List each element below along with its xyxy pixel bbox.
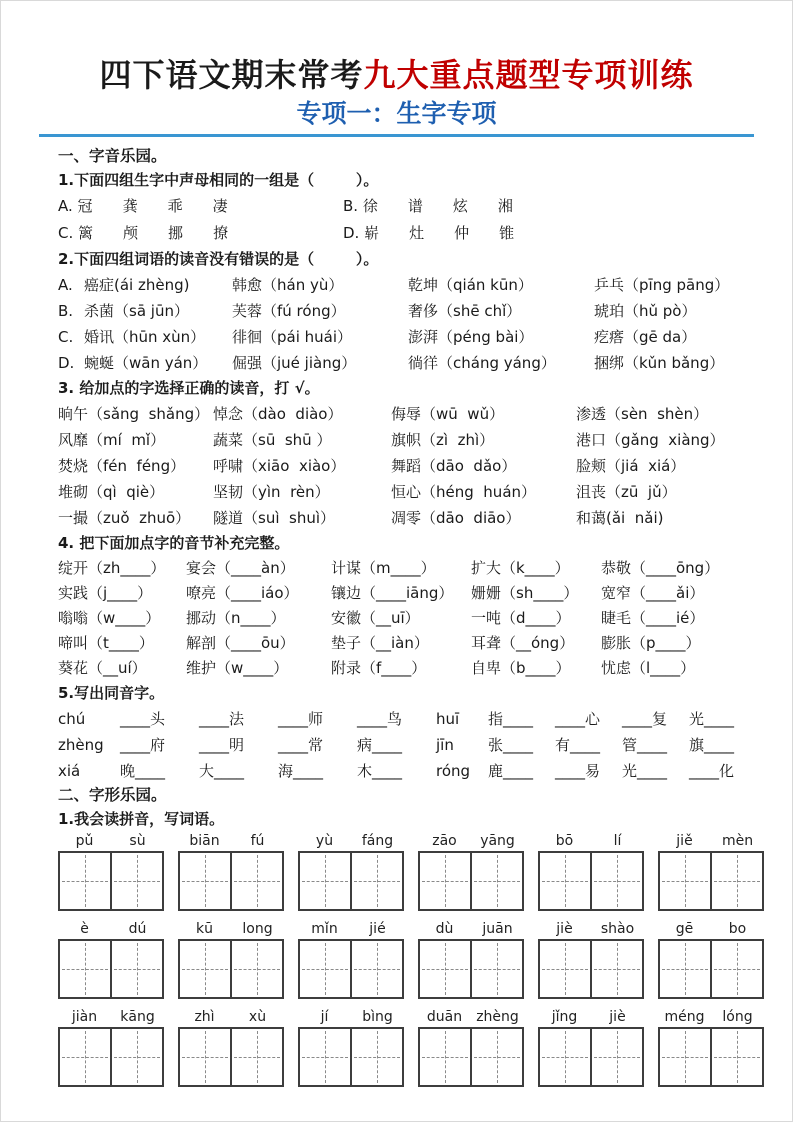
q2-row <box>58 324 742 350</box>
homophone-blank: ____复 <box>622 710 668 729</box>
word-with-pinyin: 杀菌（sā jūn） <box>84 302 189 321</box>
q1-options <box>58 193 742 247</box>
title-black-part: 四下语文期末常考 <box>99 56 364 94</box>
writing-cell <box>470 1029 522 1085</box>
writing-cell <box>230 1029 282 1085</box>
word-with-pinyin: 婚讯（hūn xùn） <box>84 328 206 347</box>
q3-row <box>58 401 742 427</box>
pinyin-pair <box>658 920 764 939</box>
word-with-blank-pinyin: 宽窄（____ǎi） <box>601 584 705 603</box>
pinyin-syllable: fú <box>250 833 265 850</box>
word-with-blank-pinyin: 忧虑（l____） <box>601 659 696 678</box>
word-with-pinyin: 疙瘩（gē da） <box>594 328 697 347</box>
pinyin-pair <box>538 920 644 939</box>
word-block <box>178 832 284 911</box>
word-with-pinyin-choice: 堆砌（qì qiè） <box>58 483 165 502</box>
word-block <box>418 920 524 999</box>
word-with-pinyin-choice: 旗帜（zì zhì） <box>391 431 495 450</box>
word-with-pinyin-choice: 一撮（zuǒ zhuō） <box>58 509 191 528</box>
pinyin-syllable: zhì <box>194 1009 215 1026</box>
pinyin-syllable: long <box>242 921 273 938</box>
homophone-blank: 晚____ <box>120 762 166 781</box>
word-block <box>178 1008 284 1087</box>
writing-cell <box>540 941 590 997</box>
pinyin-pair <box>178 832 284 851</box>
word-with-pinyin-choice: 侮辱（wū wǔ） <box>391 405 505 424</box>
writing-cell <box>230 941 282 997</box>
q4-row <box>58 581 742 606</box>
writing-boxes <box>298 851 404 911</box>
homophone-blank: ____易 <box>555 762 601 781</box>
writing-cell <box>660 853 710 909</box>
word-block <box>178 920 284 999</box>
word-with-blank-pinyin: 计谋（m____） <box>331 559 436 578</box>
q2-row <box>58 272 742 298</box>
word-with-pinyin-choice: 和蔼(ǎi nǎi) <box>576 509 664 528</box>
pinyin-syllable: jiě <box>676 833 693 850</box>
pinyin-syllable: duān <box>426 1009 463 1026</box>
homophone-blank: 有____ <box>555 736 601 755</box>
word-with-pinyin: 徘徊（pái huái） <box>232 328 353 347</box>
pinyin-syllable: zhèng <box>476 1009 519 1026</box>
homophone-blank: ____明 <box>199 736 245 755</box>
word-with-pinyin-choice: 恒心（héng huán） <box>391 483 537 502</box>
writing-boxes <box>418 1027 524 1087</box>
homophone-blank: ____鸟 <box>357 710 403 729</box>
pinyin-pair <box>58 832 164 851</box>
homophone-blank: ____府 <box>120 736 166 755</box>
q1-option <box>343 220 742 247</box>
option-label: D. <box>343 224 365 243</box>
q1-option <box>58 193 343 220</box>
word-with-pinyin: 芙蓉（fú róng） <box>232 302 346 321</box>
pinyin-syllable: bo <box>728 921 747 938</box>
word-block <box>298 1008 404 1087</box>
pinyin-pair <box>58 920 164 939</box>
q4-prompt: 4. 把下面加点字的音节补充完整。 <box>58 534 290 553</box>
writing-cell <box>590 941 642 997</box>
word-block <box>58 1008 164 1087</box>
word-with-blank-pinyin: 啼叫（t____） <box>58 634 154 653</box>
word-with-pinyin: 琥珀（hǔ pò） <box>594 302 697 321</box>
word-with-pinyin: 乾坤（qián kūn） <box>408 276 533 295</box>
writing-cell <box>60 1029 110 1085</box>
writing-cell <box>710 1029 762 1085</box>
writing-cell <box>420 853 470 909</box>
writing-cell <box>710 853 762 909</box>
word-with-blank-pinyin: 睫毛（____ié） <box>601 609 705 628</box>
pinyin-pair <box>178 920 284 939</box>
word-with-pinyin-choice: 脸颊（jiá xiá） <box>576 457 686 476</box>
writing-boxes <box>418 851 524 911</box>
word-with-blank-pinyin: 附录（f____） <box>331 659 427 678</box>
word-with-blank-pinyin: 宴会（____àn） <box>186 559 295 578</box>
q5-homophone-rows <box>58 706 742 784</box>
pinyin-label: chú <box>58 710 86 729</box>
writing-cell <box>230 853 282 909</box>
pinyin-syllable: è <box>80 921 89 938</box>
divider-line <box>39 134 754 137</box>
pinyin-label: jīn <box>436 736 454 755</box>
pinyin-syllable: dú <box>128 921 147 938</box>
word-with-blank-pinyin: 实践（j____） <box>58 584 153 603</box>
pinyin-syllable: zāo <box>432 833 457 850</box>
word-with-blank-pinyin: 解剖（____ōu） <box>186 634 295 653</box>
pinyin-syllable: mèn <box>721 833 754 850</box>
writing-cell <box>540 853 590 909</box>
writing-cell <box>110 1029 162 1085</box>
pinyin-syllable: bō <box>555 833 574 850</box>
pinyin-syllable: jié <box>369 921 386 938</box>
word-with-blank-pinyin: 一吨（d____） <box>471 609 571 628</box>
option-char: 崭 <box>364 224 380 243</box>
grid-row <box>58 1008 753 1087</box>
writing-cell <box>110 941 162 997</box>
writing-boxes <box>298 1027 404 1087</box>
option-label: C. <box>58 224 79 243</box>
word-block <box>658 1008 764 1087</box>
writing-cell <box>300 941 350 997</box>
word-block <box>658 832 764 911</box>
writing-cell <box>590 853 642 909</box>
pinyin-label: róng <box>436 762 471 781</box>
pinyin-syllable: shào <box>600 921 635 938</box>
pinyin-syllable: biān <box>189 833 220 850</box>
pinyin-syllable: sù <box>129 833 146 850</box>
writing-cell <box>350 941 402 997</box>
writing-cell <box>660 1029 710 1085</box>
writing-boxes <box>538 939 644 999</box>
word-block <box>658 920 764 999</box>
word-with-pinyin-choice: 呼啸（xiāo xiào） <box>213 457 346 476</box>
pinyin-syllable: bìng <box>362 1009 393 1026</box>
homophone-blank: 木____ <box>357 762 403 781</box>
word-with-pinyin-choice: 风靡（mí mǐ） <box>58 431 166 450</box>
option-label: A. <box>58 276 73 295</box>
writing-boxes <box>658 939 764 999</box>
pinyin-syllable: jí <box>320 1009 329 1026</box>
pinyin-syllable: méng <box>664 1009 705 1026</box>
word-with-blank-pinyin: 安徽（__uī） <box>331 609 420 628</box>
writing-boxes <box>538 1027 644 1087</box>
homophone-blank: 鹿____ <box>488 762 534 781</box>
word-with-pinyin: 癌症(ái zhèng) <box>84 276 190 295</box>
writing-cell <box>660 941 710 997</box>
pinyin-syllable: juān <box>482 921 513 938</box>
word-block <box>298 832 404 911</box>
writing-boxes <box>178 851 284 911</box>
q4-row <box>58 656 742 681</box>
pinyin-writing-grids <box>58 832 754 1087</box>
option-char: 凄 <box>212 197 228 216</box>
option-char: 谱 <box>407 197 423 216</box>
pinyin-pair <box>418 920 524 939</box>
pinyin-syllable: pǔ <box>75 833 94 850</box>
word-with-pinyin: 澎湃（péng bài） <box>408 328 534 347</box>
word-with-blank-pinyin: 葵花（__uí） <box>58 659 147 678</box>
writing-cell <box>60 853 110 909</box>
writing-cell <box>60 941 110 997</box>
q4-word-rows <box>58 556 742 681</box>
q1-option <box>58 220 343 247</box>
word-with-blank-pinyin: 膨胀（p____） <box>601 634 701 653</box>
word-with-blank-pinyin: 挪动（n____） <box>186 609 286 628</box>
writing-boxes <box>178 1027 284 1087</box>
word-block <box>418 832 524 911</box>
writing-boxes <box>298 939 404 999</box>
writing-cell <box>350 853 402 909</box>
option-char: 挪 <box>168 224 184 243</box>
homophone-blank: 指____ <box>488 710 534 729</box>
word-with-blank-pinyin: 嘹亮（____iáo） <box>186 584 299 603</box>
word-with-blank-pinyin: 扩大（k____） <box>471 559 570 578</box>
q2-row <box>58 350 742 376</box>
q3-row <box>58 505 742 531</box>
writing-boxes <box>658 851 764 911</box>
option-label: C. <box>58 328 74 347</box>
word-with-blank-pinyin: 姗姗（sh____） <box>471 584 579 603</box>
word-block <box>538 920 644 999</box>
word-with-pinyin-choice: 凋零（dāo diāo） <box>391 509 521 528</box>
option-label: A. <box>58 197 78 216</box>
word-with-pinyin-choice: 隧道（suì shuì） <box>213 509 336 528</box>
grid-row <box>58 832 754 911</box>
option-char: 锥 <box>499 224 515 243</box>
word-block <box>58 832 164 911</box>
word-with-blank-pinyin: 绽开（zh____） <box>58 559 166 578</box>
q5-row <box>58 732 742 758</box>
q4-row <box>58 556 742 581</box>
word-with-blank-pinyin: 垫子（__iàn） <box>331 634 429 653</box>
q5-row <box>58 758 742 784</box>
pinyin-syllable: xù <box>248 1009 267 1026</box>
option-label: B. <box>343 197 363 216</box>
word-with-pinyin: 韩愈（hán yù） <box>232 276 344 295</box>
word-with-pinyin-choice: 港口（gǎng xiàng） <box>576 431 725 450</box>
writing-cell <box>180 941 230 997</box>
pinyin-syllable: mǐn <box>311 921 338 938</box>
word-with-pinyin-choice: 沮丧（zū jǔ） <box>576 483 677 502</box>
word-with-blank-pinyin: 自卑（b____） <box>471 659 571 678</box>
pinyin-pair <box>538 1008 644 1027</box>
word-with-pinyin: 奢侈（shē chǐ） <box>408 302 522 321</box>
writing-cell <box>470 941 522 997</box>
word-with-pinyin: 徜徉（cháng yáng） <box>408 354 556 373</box>
writing-cell <box>420 1029 470 1085</box>
option-label: D. <box>58 354 75 373</box>
word-block <box>58 920 164 999</box>
homophone-blank: ____化 <box>689 762 735 781</box>
homophone-blank: 管____ <box>622 736 668 755</box>
writing-cell <box>300 1029 350 1085</box>
pinyin-pair <box>418 832 524 851</box>
pinyin-syllable: jiè <box>556 921 573 938</box>
pinyin-pair <box>58 1008 164 1027</box>
pinyin-label: xiá <box>58 762 81 781</box>
pinyin-pair <box>298 1008 404 1027</box>
writing-boxes <box>58 1027 164 1087</box>
q2-option-rows <box>58 272 742 376</box>
homophone-blank: ____师 <box>278 710 324 729</box>
q5-row <box>58 706 742 732</box>
word-block <box>538 1008 644 1087</box>
homophone-blank: 旗____ <box>689 736 735 755</box>
writing-cell <box>590 1029 642 1085</box>
q3-row <box>58 453 742 479</box>
word-with-pinyin: 倔强（jué jiàng） <box>232 354 357 373</box>
section2-heading: 二、字形乐园。 <box>58 786 167 805</box>
writing-boxes <box>658 1027 764 1087</box>
option-char: 颅 <box>123 224 139 243</box>
pinyin-syllable: jǐng <box>551 1009 578 1026</box>
pinyin-syllable: jiàn <box>71 1009 98 1026</box>
homophone-blank: 大____ <box>199 762 245 781</box>
homophone-blank: 光____ <box>689 710 735 729</box>
option-char: 徐 <box>362 197 378 216</box>
writing-boxes <box>538 851 644 911</box>
word-block <box>418 1008 524 1087</box>
word-with-pinyin-choice: 舞蹈（dāo dǎo） <box>391 457 517 476</box>
q4-row <box>58 606 742 631</box>
pinyin-pair <box>658 832 764 851</box>
section1-heading: 一、字音乐园。 <box>58 147 167 166</box>
word-with-pinyin: 乒乓（pīng pāng） <box>594 276 730 295</box>
word-with-pinyin-choice: 蔬菜（sū shū ） <box>213 431 332 450</box>
pinyin-pair <box>658 1008 764 1027</box>
word-block <box>298 920 404 999</box>
homophone-blank: ____头 <box>120 710 166 729</box>
pinyin-syllable: yāng <box>480 833 515 850</box>
pinyin-syllable: gē <box>675 921 694 938</box>
pinyin-label: huī <box>436 710 460 729</box>
option-char: 炫 <box>452 197 468 216</box>
writing-cell <box>420 941 470 997</box>
word-block <box>538 832 644 911</box>
q4-row <box>58 631 742 656</box>
option-char: 篱 <box>78 224 94 243</box>
homophone-blank: 病____ <box>357 736 403 755</box>
option-char: 龚 <box>122 197 138 216</box>
writing-cell <box>180 853 230 909</box>
homophone-blank: 海____ <box>278 762 324 781</box>
word-with-pinyin-choice: 渗透（sèn shèn） <box>576 405 709 424</box>
writing-cell <box>350 1029 402 1085</box>
word-with-pinyin: 捆绑（kǔn bǎng） <box>594 354 725 373</box>
pinyin-syllable: yù <box>315 833 334 850</box>
q3-row <box>58 427 742 453</box>
pinyin-label: zhèng <box>58 736 104 755</box>
pinyin-syllable: kāng <box>120 1009 155 1026</box>
q3-row <box>58 479 742 505</box>
writing-boxes <box>178 939 284 999</box>
title-red-part: 九大重点题型专项训练 <box>363 56 694 94</box>
pinyin-pair <box>538 832 644 851</box>
writing-boxes <box>418 939 524 999</box>
q3-prompt: 3. 给加点的字选择正确的读音，打 √。 <box>58 379 320 398</box>
homophone-blank: ____法 <box>199 710 245 729</box>
section-subtitle: 专项一：生字专项 <box>296 98 497 128</box>
q1-prompt: 1.下面四组生字中声母相同的一组是（ ）。 <box>58 171 379 190</box>
pinyin-pair <box>298 832 404 851</box>
word-with-blank-pinyin: 镶边（____iāng） <box>331 584 454 603</box>
option-label: B. <box>58 302 74 321</box>
option-char: 冠 <box>77 197 93 216</box>
homophone-blank: 张____ <box>488 736 534 755</box>
word-with-blank-pinyin: 维护（w____） <box>186 659 289 678</box>
q1-option <box>343 193 742 220</box>
page-title <box>1 57 792 94</box>
section2-q1-prompt: 1.我会读拼音，写词语。 <box>58 810 225 829</box>
pinyin-syllable: lóng <box>722 1009 753 1026</box>
writing-cell <box>110 853 162 909</box>
word-with-pinyin-choice: 坚韧（yìn rèn） <box>213 483 330 502</box>
word-with-pinyin-choice: 焚烧（fén féng） <box>58 457 186 476</box>
q3-word-rows <box>58 401 742 531</box>
q2-prompt: 2.下面四组词语的读音没有错误的是（ ）。 <box>58 250 379 269</box>
writing-cell <box>710 941 762 997</box>
writing-cell <box>300 853 350 909</box>
q5-prompt: 5.写出同音字。 <box>58 684 165 703</box>
homophone-blank: ____常 <box>278 736 324 755</box>
word-with-blank-pinyin: 嗡嗡（w____） <box>58 609 161 628</box>
writing-boxes <box>58 851 164 911</box>
word-with-pinyin-choice: 悼念（dào diào） <box>213 405 343 424</box>
grid-row <box>58 920 747 999</box>
word-with-blank-pinyin: 恭敬（____ōng） <box>601 559 720 578</box>
word-with-pinyin: 蜿蜒（wān yán） <box>84 354 208 373</box>
writing-boxes <box>58 939 164 999</box>
writing-cell <box>180 1029 230 1085</box>
worksheet-content <box>58 145 754 1087</box>
writing-cell <box>470 853 522 909</box>
pinyin-syllable: fáng <box>361 833 394 850</box>
word-with-pinyin-choice: 晌午（sǎng shǎng） <box>58 405 210 424</box>
pinyin-syllable: kū <box>196 921 213 938</box>
word-with-blank-pinyin: 耳聋（__óng） <box>471 634 575 653</box>
pinyin-syllable: lí <box>613 833 622 850</box>
option-char: 灶 <box>409 224 425 243</box>
option-char: 乖 <box>167 197 183 216</box>
homophone-blank: ____心 <box>555 710 601 729</box>
homophone-blank: 光____ <box>622 762 668 781</box>
writing-cell <box>540 1029 590 1085</box>
q2-row <box>58 298 742 324</box>
option-char: 湘 <box>497 197 513 216</box>
pinyin-pair <box>178 1008 284 1027</box>
option-char: 仲 <box>454 224 470 243</box>
pinyin-pair <box>298 920 404 939</box>
option-char: 撩 <box>213 224 229 243</box>
pinyin-pair <box>418 1008 524 1027</box>
pinyin-syllable: dù <box>435 921 454 938</box>
pinyin-syllable: jiè <box>609 1009 626 1026</box>
